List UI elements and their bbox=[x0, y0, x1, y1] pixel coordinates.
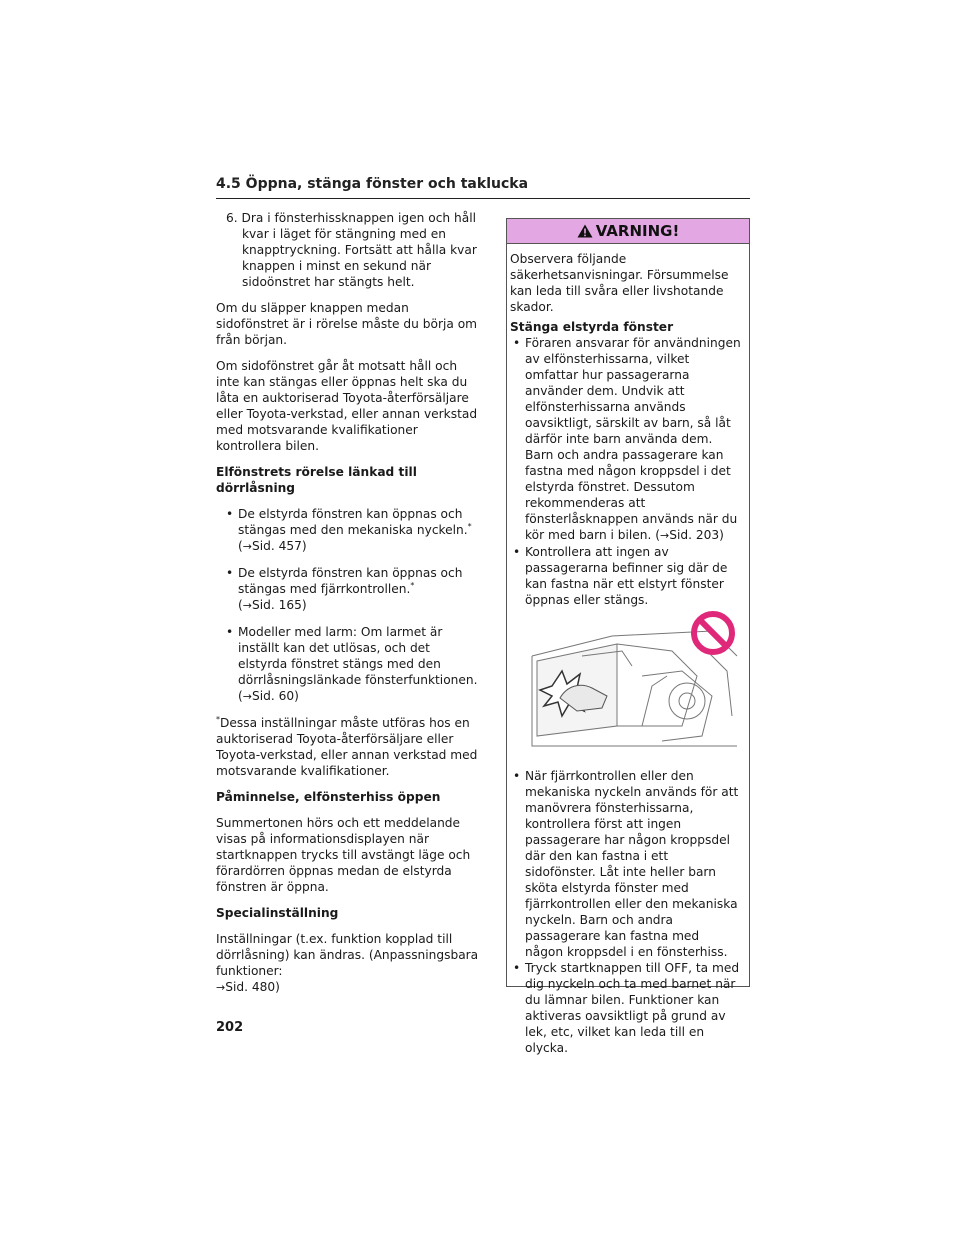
page-reference-link[interactable]: Sid. 165 bbox=[251, 598, 302, 612]
bullet-dot: • bbox=[513, 336, 521, 350]
page-reference-link[interactable]: Sid. 457 bbox=[251, 539, 302, 553]
page-reference-link[interactable]: Sid. 480) bbox=[225, 980, 280, 994]
paragraph-opposite: Om sidofönstret går åt motsatt håll och inte kan stängas eller öppnas helt ska du låta en auktoriserad Toyota-återförsäljare eller Toyota-verkstad, eller annan verkstad med motsvarande kvalifikationer kontrollera bilen. bbox=[216, 359, 478, 453]
bullet-dot: • bbox=[226, 625, 234, 639]
list-item: • Föraren ansvarar för användningen av elfönsterhissarna, vilket omfattar hur passagerarna använder dem. Undvik att elfönsterhissarna används oavsiktligt, särskilt av barn, så låt därför inte barn använda dem. Barn och andra passagerare kan fastna med någon kroppsdel i det elstyrda fönstret. Dessutom rekommenderas att fönsterlåsknappen används när du kör med barn i bilen. (→Sid. 203) bbox=[513, 336, 741, 542]
list-item: • Modeller med larm: Om larmet är inställt kan det utlösas, och det elstyrda fönstret stängs med den dörrlåsningslänkade fönsterfunktionen. (→Sid. 60) bbox=[226, 625, 478, 703]
list-item: • När fjärrkontrollen eller den mekaniska nyckeln används för att manövrera fönsterhissarna, kontrollera först att ingen passagerare har någon kroppsdel där den kan fastna i ett sidofönster. Låt inte heller barn sköta elstyrda fönster med fjärrkontrollen eller den mekaniska nyckeln. Barn och andra passagerare kan fastna med någon kroppsdel i en fönsterhiss. bbox=[513, 769, 739, 959]
bullet-text: Modeller med larm: Om larmet är inställt kan det utlösas, och det elstyrda fönstret stängs med den dörrlåsningslänkade fönsterfunktionen. ( bbox=[238, 625, 478, 703]
bullet-dot: • bbox=[513, 545, 521, 559]
step-6: 6. Dra i fönsterhissknappen igen och håll kvar i läget för stängning med en knapptryckning. Fortsätt att hålla kvar knappen i minst en sekund när sidoönstret har stängts helt. bbox=[226, 211, 477, 289]
heading-door-lock: Elfönstrets rörelse länkad till dörrlåsning bbox=[216, 465, 417, 495]
list-item: • De elstyrda fönstren kan öppnas och stängas med den mekaniska nyckeln.* (→Sid. 457) bbox=[226, 507, 472, 553]
paragraph-settings: Inställningar (t.ex. funktion kopplad till dörrlåsning) kan ändras. (Anpassningsbara funktioner: →Sid. 480) bbox=[216, 932, 479, 994]
arrow-icon: → bbox=[660, 529, 670, 542]
asterisk: * bbox=[410, 580, 415, 590]
bullet-dot: • bbox=[513, 961, 521, 975]
list-item: • Tryck startknappen till OFF, ta med dig nyckeln och ta med barnet när du lämnar bilen. Funktioner kan aktiveras oavsiktligt på grund av lek, etc, vilket kan leda till en olycka. bbox=[513, 961, 740, 1055]
asterisk: * bbox=[216, 714, 220, 724]
list-item: • Kontrollera att ingen av passagerarna befinner sig där de kan fastna när ett elstyrt fönster öppnas eller stängs. bbox=[513, 545, 728, 607]
arrow-icon: → bbox=[216, 981, 226, 994]
warning-intro: Observera följande säkerhetsanvisningar. Försummelse kan leda till svåra eller livshotande skador. bbox=[510, 252, 729, 314]
warning-box bbox=[506, 218, 750, 1055]
page-reference-link[interactable]: Sid. 60 bbox=[251, 689, 295, 703]
warning-header bbox=[507, 219, 749, 244]
prohibited-icon bbox=[690, 610, 736, 656]
arrow-icon: → bbox=[242, 599, 252, 612]
heading-special-setting: Specialinställning bbox=[216, 906, 339, 920]
bullet-dot: • bbox=[513, 769, 521, 783]
bullet-text: De elstyrda fönstren kan öppnas och stängas med den mekaniska nyckeln. bbox=[238, 507, 468, 537]
warning-triangle-icon bbox=[577, 224, 593, 238]
footnote: *Dessa inställningar måste utföras hos en auktoriserad Toyota-återförsäljare eller Toyota-verkstad, eller annan verkstad med motsvarande kvalifikationer. bbox=[216, 714, 478, 778]
bullet-dot: • bbox=[226, 566, 234, 580]
paragraph-release: Om du släpper knappen medan sidofönstret är i rörelse måste du börja om från början. bbox=[216, 301, 478, 347]
section-title: 4.5 Öppna, stänga fönster och taklucka bbox=[216, 176, 529, 192]
warning-subhead: Stänga elstyrda fönster bbox=[510, 320, 674, 334]
illustration-hand-in-window bbox=[522, 616, 742, 756]
warning-title: VARNING! bbox=[595, 222, 680, 240]
arrow-icon: → bbox=[242, 690, 252, 703]
paragraph-reminder: Summertonen hörs och ett meddelande visas på informationsdisplayen när startknappen trycks till avstängt läge och förardörren öppnas medan de elstyrda fönstren är öppna. bbox=[216, 816, 471, 894]
page-reference-link[interactable]: Sid. 203 bbox=[669, 528, 720, 542]
arrow-icon: → bbox=[242, 540, 252, 553]
left-column bbox=[216, 210, 482, 1006]
section-header bbox=[216, 176, 750, 199]
list-item: • De elstyrda fönstren kan öppnas och stängas med fjärrkontrollen.* (→Sid. 165) bbox=[226, 566, 463, 612]
warning-body bbox=[507, 244, 749, 1056]
asterisk: * bbox=[467, 521, 472, 531]
page-number: 202 bbox=[216, 1020, 244, 1035]
bullet-text: De elstyrda fönstren kan öppnas och stängas med fjärrkontrollen. bbox=[238, 566, 463, 596]
bullet-dot: • bbox=[226, 507, 234, 521]
heading-reminder: Påminnelse, elfönsterhiss öppen bbox=[216, 790, 441, 804]
